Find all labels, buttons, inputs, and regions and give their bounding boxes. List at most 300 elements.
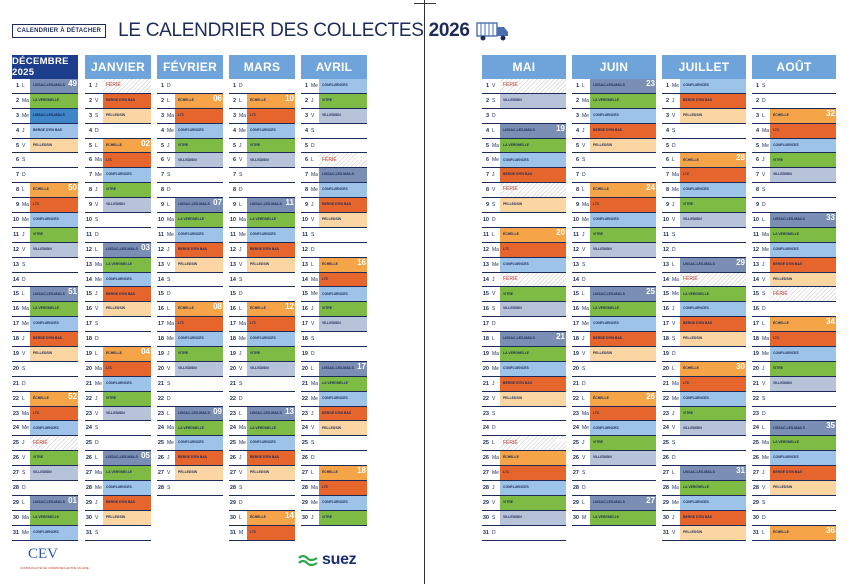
weekday-label: Ma: [762, 336, 769, 343]
collection-cell: [103, 526, 151, 540]
day-number: 16: [157, 306, 164, 313]
weekday-label: J: [95, 82, 98, 89]
collection-label: VITRE: [683, 410, 693, 415]
weekday-label: Ma: [22, 410, 29, 417]
day-row: [85, 511, 151, 526]
day-row: [12, 407, 78, 422]
weekday-label: Me: [22, 529, 29, 536]
week-number: 31: [736, 466, 745, 476]
weekday-label: V: [22, 455, 26, 462]
week-number: 52: [68, 391, 77, 401]
collection-cell: [319, 451, 367, 465]
weekday-label: S: [22, 365, 26, 372]
weekday-label: S: [492, 97, 496, 104]
collection-cell: [30, 526, 78, 540]
day-row: [752, 451, 836, 466]
day-row: [301, 79, 367, 94]
weekday-label: J: [762, 261, 765, 268]
weekday-label: S: [311, 231, 315, 238]
collection-label: ÉCHELLE: [322, 470, 338, 475]
day-number: 8: [15, 187, 19, 194]
collection-label: PELLEDSIN: [33, 351, 53, 356]
day-row: [752, 287, 836, 302]
collection-label: ÉCHELLE: [503, 231, 519, 236]
day-number: 9: [88, 202, 92, 209]
day-row: [752, 511, 836, 526]
day-number: 7: [575, 172, 579, 179]
collection-cell: [103, 302, 151, 316]
day-number: 27: [157, 470, 164, 477]
day-row: [12, 124, 78, 139]
weekday-label: S: [311, 127, 315, 134]
day-number: 3: [15, 112, 19, 119]
day-number: 16: [482, 306, 489, 313]
month-header: JUIN: [572, 55, 656, 79]
collection-label: CONFLUENCES: [33, 425, 59, 430]
weekday-label: V: [492, 82, 496, 89]
day-number: 18: [752, 336, 759, 343]
collection-label: CONFLUENCES: [33, 321, 59, 326]
weekday-label: V: [22, 350, 26, 357]
week-number: 23: [646, 79, 655, 88]
day-row: [229, 347, 295, 362]
week-number: 21: [556, 332, 565, 342]
day-row: [752, 243, 836, 258]
day-row: [301, 258, 367, 273]
collection-label: CONFLUENCES: [322, 291, 348, 296]
week-number: 19: [556, 123, 565, 133]
collection-label: LTC: [683, 172, 690, 177]
collection-label: CONFLUENCES: [322, 83, 348, 88]
day-row: [482, 273, 566, 288]
day-number: 15: [157, 291, 164, 298]
collection-cell: [680, 243, 746, 257]
collection-cell: [247, 421, 295, 435]
weekday-label: Ma: [167, 112, 174, 119]
day-number: 1: [755, 82, 759, 89]
collection-label: CONFLUENCES: [503, 157, 529, 162]
weekday-label: Me: [95, 172, 102, 179]
collection-label: LA VERGNELLE: [773, 440, 800, 445]
weekday-label: L: [22, 499, 25, 506]
collection-cell: [319, 317, 367, 331]
collection-cell: [319, 332, 367, 346]
day-row: [229, 124, 295, 139]
holiday-cell: [500, 273, 566, 287]
weekday-label: Ma: [311, 380, 318, 387]
collection-cell: [680, 198, 746, 212]
holiday-cell: [500, 436, 566, 450]
collection-cell: [103, 496, 151, 510]
weekday-label: J: [672, 514, 675, 521]
day-number: 18: [85, 336, 92, 343]
day-number: 2: [485, 97, 489, 104]
day-row: [752, 347, 836, 362]
day-row: [85, 526, 151, 541]
day-number: 5: [232, 142, 236, 149]
day-number: 25: [85, 440, 92, 447]
month-header: MAI: [482, 55, 566, 79]
day-number: 16: [12, 306, 19, 313]
weekday-label: V: [95, 306, 99, 313]
day-number: 2: [88, 97, 92, 104]
day-number: 20: [229, 365, 236, 372]
collection-cell: [319, 94, 367, 108]
weekday-label: D: [95, 440, 99, 447]
day-number: 23: [12, 410, 19, 417]
day-number: 17: [85, 321, 92, 328]
day-number: 30: [229, 514, 236, 521]
weekday-label: V: [762, 172, 766, 179]
day-row: [85, 392, 151, 407]
collection-label: LA VERGNELLE: [250, 217, 277, 222]
day-number: 6: [88, 157, 92, 164]
holiday-cell: [500, 79, 566, 93]
day-number: 8: [232, 187, 236, 194]
collection-label: FÉRIÉ: [106, 82, 121, 89]
collection-label: ÉCHELLE: [503, 455, 519, 460]
weekday-label: S: [95, 321, 99, 328]
collection-cell: [103, 466, 151, 480]
day-row: [85, 302, 151, 317]
day-row: [85, 317, 151, 332]
day-number: 13: [157, 261, 164, 268]
collection-label: CONFLUENCES: [178, 127, 204, 132]
weekday-label: V: [239, 157, 243, 164]
weekday-label: Me: [167, 440, 174, 447]
collection-label: VITRE: [773, 366, 783, 370]
collection-cell: [319, 79, 367, 93]
day-number: 31: [85, 529, 92, 536]
day-number: 12: [572, 246, 579, 253]
collection-label: VILLEDISIN: [593, 246, 612, 251]
day-number: 7: [232, 172, 236, 179]
day-row: [229, 213, 295, 228]
weekday-label: L: [239, 202, 242, 209]
collection-cell: [770, 213, 836, 227]
day-number: 13: [572, 261, 579, 268]
day-row: [229, 228, 295, 243]
collection-cell: [30, 421, 78, 435]
day-row: [229, 198, 295, 213]
collection-label: CONFLUENCES: [593, 217, 619, 222]
day-row: [662, 421, 746, 436]
day-row: [572, 496, 656, 511]
collection-label: VILLEDISIN: [178, 366, 197, 370]
collection-cell: [175, 198, 223, 212]
weekday-label: Me: [311, 395, 318, 402]
day-row: [572, 466, 656, 481]
collection-cell: [770, 168, 836, 182]
day-row: [662, 228, 746, 243]
day-row: [157, 332, 223, 347]
collection-label: VILLEDISIN: [322, 112, 341, 117]
collection-cell: [770, 79, 836, 93]
weekday-label: D: [167, 395, 171, 402]
collection-label: LA VERGNELLE: [33, 514, 60, 519]
collection-label: LA VERGNELLE: [322, 380, 349, 385]
day-row: [85, 213, 151, 228]
day-number: 15: [301, 291, 308, 298]
day-row: [301, 183, 367, 198]
day-number: 28: [12, 484, 19, 491]
weekday-label: Ma: [762, 127, 769, 134]
weekday-label: Ma: [167, 321, 174, 328]
day-number: 22: [752, 395, 759, 402]
weekday-label: J: [311, 202, 314, 209]
week-number: 16: [357, 257, 366, 267]
weekday-label: S: [239, 484, 243, 491]
day-row: [752, 198, 836, 213]
collection-cell: [30, 213, 78, 227]
collection-cell: [500, 392, 566, 406]
day-row: [157, 198, 223, 213]
weekday-label: Me: [239, 440, 246, 447]
weekday-label: L: [492, 127, 495, 134]
day-row: [229, 94, 295, 109]
weekday-label: L: [95, 246, 98, 253]
weekday-label: V: [167, 261, 171, 268]
collection-label: PELLEDSIN: [503, 395, 523, 400]
collection-cell: [103, 139, 151, 153]
weekday-label: L: [22, 291, 25, 298]
weekday-label: Me: [22, 425, 29, 432]
day-row: [157, 213, 223, 228]
weekday-label: L: [582, 395, 585, 402]
collection-label: LISSAC-LES-MAILS: [33, 112, 65, 117]
day-row: [157, 481, 223, 496]
day-row: [662, 302, 746, 317]
collection-cell: [590, 347, 656, 361]
weekday-label: D: [22, 484, 26, 491]
collection-cell: [175, 436, 223, 450]
collection-cell: [319, 392, 367, 406]
day-number: 2: [232, 97, 236, 104]
day-number: 25: [301, 440, 308, 447]
day-number: 12: [662, 246, 669, 253]
day-row: [662, 183, 746, 198]
collection-cell: [103, 377, 151, 391]
collection-label: BERGE D'EN BAS: [106, 97, 136, 102]
weekday-label: Me: [492, 470, 499, 477]
day-row: [482, 317, 566, 332]
day-row: [752, 377, 836, 392]
collection-cell: [319, 168, 367, 182]
weekday-label: Me: [492, 365, 499, 372]
weekday-label: J: [492, 172, 495, 179]
collection-cell: [500, 526, 566, 540]
day-row: [12, 94, 78, 109]
day-number: 13: [482, 261, 489, 268]
day-number: 19: [482, 350, 489, 357]
weekday-label: S: [167, 380, 171, 387]
day-row: [752, 168, 836, 183]
collection-cell: [590, 407, 656, 421]
collection-cell: [319, 496, 367, 510]
day-number: 20: [157, 365, 164, 372]
weekday-label: Me: [672, 395, 679, 402]
day-row: [662, 377, 746, 392]
collection-cell: [103, 243, 151, 257]
collection-cell: [770, 124, 836, 138]
collection-label: CONFLUENCES: [106, 485, 132, 490]
day-number: 28: [482, 484, 489, 491]
collection-label: PELLEDSIN: [683, 529, 703, 534]
weekday-label: S: [762, 82, 766, 89]
day-row: [482, 168, 566, 183]
day-row: [482, 511, 566, 526]
weekday-label: J: [239, 246, 242, 253]
day-number: 12: [301, 246, 308, 253]
day-row: [662, 153, 746, 168]
month-header: JANVIER: [85, 55, 151, 79]
collection-cell: [590, 153, 656, 167]
day-number: 4: [160, 127, 164, 134]
collection-label: ÉCHELLE: [178, 306, 194, 311]
collection-cell: [103, 287, 151, 301]
collection-cell: [500, 451, 566, 465]
collection-label: BERGE D'EN BAS: [178, 246, 208, 251]
day-row: [301, 198, 367, 213]
collection-label: LISSAC-LES-MAILS: [322, 366, 354, 370]
collection-cell: [500, 347, 566, 361]
collection-cell: [590, 258, 656, 272]
day-number: 22: [662, 395, 669, 402]
day-row: [229, 109, 295, 124]
collection-label: BERGE D'EN BAS: [178, 455, 208, 460]
weekday-label: Me: [95, 380, 102, 387]
collection-cell: [247, 302, 295, 316]
collection-cell: [770, 109, 836, 123]
day-row: [662, 347, 746, 362]
weekday-label: V: [582, 455, 586, 462]
collection-cell: [680, 183, 746, 197]
weekday-label: L: [167, 97, 170, 104]
day-number: 10: [662, 216, 669, 223]
day-number: 6: [15, 157, 19, 164]
day-number: 23: [85, 410, 92, 417]
collection-label: PELLEDSIN: [593, 351, 613, 356]
weekday-label: J: [22, 336, 25, 343]
weekday-label: M: [582, 514, 587, 521]
day-row: [301, 213, 367, 228]
collection-label: CONFLUENCES: [178, 231, 204, 236]
weekday-label: Ma: [239, 425, 246, 432]
weekday-label: Ma: [95, 157, 102, 164]
weekday-label: J: [167, 455, 170, 462]
day-number: 30: [662, 514, 669, 521]
weekday-label: Me: [582, 216, 589, 223]
weekday-label: J: [582, 440, 585, 447]
day-number: 24: [157, 425, 164, 432]
week-number: 06: [213, 93, 222, 103]
weekday-label: D: [311, 142, 315, 149]
collection-cell: [103, 228, 151, 242]
day-row: [752, 421, 836, 436]
day-row: [229, 168, 295, 183]
collection-label: PELLEDSIN: [106, 306, 126, 311]
weekday-label: S: [762, 395, 766, 402]
day-row: [229, 421, 295, 436]
collection-cell: [175, 407, 223, 421]
collection-label: VILLEDISIN: [250, 157, 269, 162]
collection-label: VITRE: [322, 306, 332, 311]
collection-label: LTC: [773, 336, 780, 341]
weekday-label: L: [167, 202, 170, 209]
collection-cell: [247, 511, 295, 525]
month-column: [752, 55, 836, 541]
weekday-label: J: [672, 97, 675, 104]
day-number: 20: [572, 365, 579, 372]
collection-cell: [175, 377, 223, 391]
collection-label: PELLEDSIN: [178, 470, 198, 475]
collection-cell: [680, 139, 746, 153]
day-row: [229, 496, 295, 511]
day-row: [662, 109, 746, 124]
day-row: [12, 332, 78, 347]
collection-label: BERGE D'EN BAS: [322, 202, 352, 207]
day-number: 19: [12, 350, 19, 357]
collection-label: CONFLUENCES: [683, 306, 709, 311]
cev-logo-subtitle: COMMUNAUTÉ DE COMMUNES ENTRE VILAINE: [20, 566, 89, 570]
month-header: DÉCEMBRE 2025: [12, 55, 78, 79]
day-row: [12, 317, 78, 332]
day-number: 26: [85, 455, 92, 462]
day-number: 7: [665, 172, 669, 179]
collection-label: LISSAC-LES-MAILS: [33, 291, 65, 296]
weekday-label: Ma: [22, 202, 29, 209]
collection-label: CONFLUENCES: [106, 172, 132, 177]
day-row: [662, 287, 746, 302]
weekday-label: D: [762, 97, 766, 104]
collection-label: LISSAC-LES-MAILS: [593, 500, 625, 505]
collection-label: VILLEDISIN: [33, 246, 52, 251]
weekday-label: V: [239, 365, 243, 372]
day-number: 31: [662, 529, 669, 536]
day-row: [12, 436, 78, 451]
day-number: 19: [157, 350, 164, 357]
collection-label: LISSAC-LES-MAILS: [593, 291, 625, 296]
day-number: 2: [304, 97, 308, 104]
day-number: 27: [12, 470, 19, 477]
weekday-label: Me: [167, 336, 174, 343]
collection-label: LTC: [503, 470, 510, 475]
day-row: [662, 451, 746, 466]
day-number: 14: [572, 276, 579, 283]
collection-cell: [30, 392, 78, 406]
day-number: 4: [485, 127, 489, 134]
day-row: [662, 317, 746, 332]
day-number: 31: [482, 529, 489, 536]
weekday-label: D: [672, 350, 676, 357]
collection-label: ÉCHELLE: [106, 351, 122, 356]
cev-logo: CEV: [28, 546, 58, 562]
day-row: [662, 496, 746, 511]
collection-cell: [175, 317, 223, 331]
day-row: [157, 228, 223, 243]
collection-cell: [770, 496, 836, 510]
collection-label: CONFLUENCES: [106, 380, 132, 385]
collection-cell: [500, 421, 566, 435]
weekday-label: L: [167, 306, 170, 313]
day-number: 8: [304, 187, 308, 194]
detach-tag: CALENDRIER À DÉTACHER: [12, 24, 106, 38]
weekday-label: V: [311, 425, 315, 432]
day-row: [301, 317, 367, 332]
day-row: [752, 466, 836, 481]
collection-label: CONFLUENCES: [106, 276, 132, 281]
day-row: [157, 436, 223, 451]
